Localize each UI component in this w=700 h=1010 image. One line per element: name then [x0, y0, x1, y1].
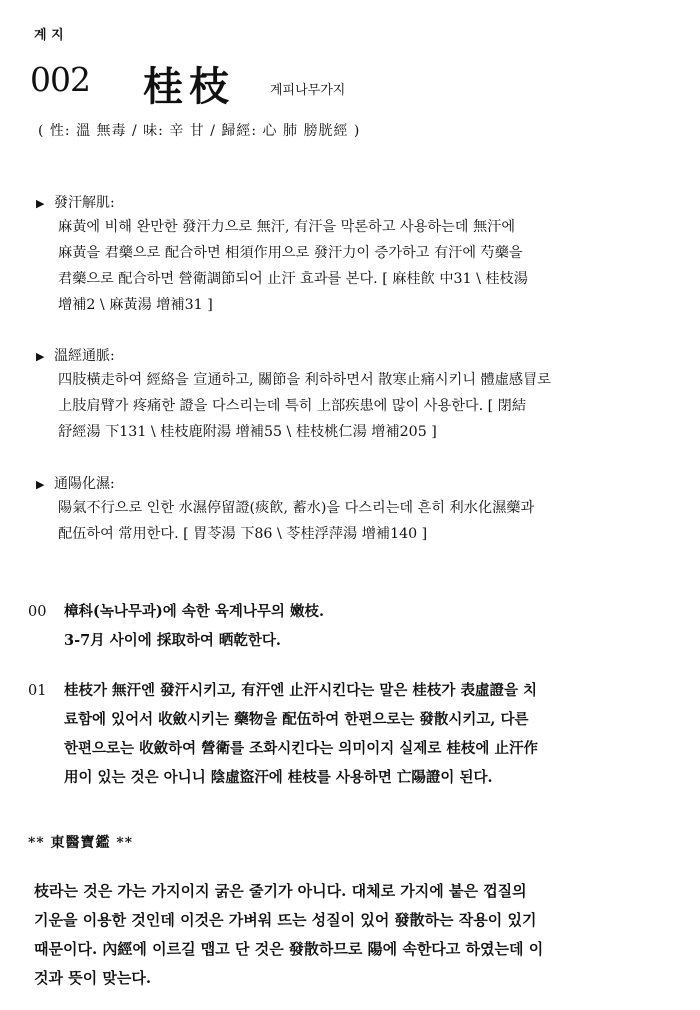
section-line: 陽氣不行으로 인한 水濕停留證(痰飮, 蓄水)을 다스리는데 흔히 利水化濕藥과: [58, 500, 535, 516]
section-heading-text: 溫經通脈:: [54, 348, 115, 364]
section-line: 四肢橫走하여 經絡을 宣通하고, 關節을 利하하면서 散寒止痛시키니 體虛感冒로: [58, 372, 552, 388]
section-line: 麻黃을 君藥으로 配合하면 相須作用으로 發汗力이 증가하고 有汗에 芍藥을: [58, 245, 523, 261]
note-text: 樟科(녹나무과)에 속한 육계나무의 嫩枝.: [64, 603, 324, 620]
note-line: [28, 597, 324, 626]
note-line: 한편으로는 收斂하여 營衛를 조화시킨다는 의미이지 실제로 桂枝에 止汗作: [64, 740, 538, 757]
herb-korean-reading: 계피나무가지: [270, 83, 346, 98]
section-heading: [36, 345, 670, 367]
reference-line: 것과 뜻이 맞는다.: [34, 969, 152, 987]
herb-properties: ( 性: 溫 無毒 / 味: 辛 甘 / 歸經: 心 肺 膀胱經 ): [38, 123, 361, 139]
reference-line: 때문이다. 內經에 이르길 맵고 단 것은 發散하므로 陽에 속한다고 하였는데 이: [34, 940, 544, 958]
note-number: 01: [28, 683, 47, 699]
section-heading-text: 通陽化濕:: [54, 476, 115, 492]
note-01: [28, 676, 538, 792]
section-line: 麻黃에 비해 완만한 發汗力으로 無汗, 有汗을 막론하고 사용하는데 無汗에: [58, 219, 516, 235]
reference-line: 기운을 이용한 것인데 이것은 가벼워 뜨는 성질이 있어 發散하는 작용이 있기: [34, 911, 537, 929]
triangle-bullet-icon: ▶: [36, 350, 45, 363]
section-tag: 계 지: [34, 28, 64, 43]
section-line: 增補2 \ 麻黃湯 增補31 ]: [58, 297, 213, 313]
note-number: 00: [28, 604, 47, 620]
section-line: 君藥으로 配合하면 營衛調節되어 止汗 효과를 본다. [ 麻桂飮 中31 \ 桂枝湯: [58, 271, 528, 287]
section-line: 配伍하여 常用한다. [ 胃苓湯 下86 \ 苓桂浮萍湯 增補140 ]: [58, 526, 428, 542]
section-heading: [36, 473, 670, 495]
reference-body: [34, 877, 674, 993]
section-line: 舒經湯 下131 \ 桂枝鹿附湯 增補55 \ 桂枝桃仁湯 增補205 ]: [58, 424, 437, 440]
reference-line: 枝라는 것은 가는 가지이지 굵은 줄기가 아니다. 대체로 가지에 붙은 껍질의: [34, 882, 527, 900]
reference-heading: ** 東醫寶鑑 **: [28, 835, 134, 851]
triangle-bullet-icon: ▶: [36, 478, 45, 491]
section-block: [36, 192, 670, 318]
section-heading: [36, 192, 670, 214]
herb-name: 桂枝: [143, 63, 235, 110]
note-text: 桂枝가 無汗엔 發汗시키고, 有汗엔 止汗시킨다는 말은 桂枝가 表虛證을 치: [64, 682, 538, 699]
note-line: 료함에 있어서 收斂시키는 藥物을 配伍하여 한편으로는 發散시키고, 다른: [64, 711, 529, 728]
section-line: 上肢肩臂가 疼痛한 證을 다스리는데 특히 上部疾患에 많이 사용한다. [ 閉結: [58, 398, 527, 414]
note-line: [28, 676, 538, 705]
note-line: 3-7月 사이에 採取하여 晒乾한다.: [64, 632, 281, 649]
section-block: [36, 473, 670, 547]
note-00: [28, 597, 324, 655]
section-heading-text: 發汗解肌:: [54, 195, 115, 211]
herb-code: 002: [30, 60, 90, 99]
triangle-bullet-icon: ▶: [36, 197, 45, 210]
note-line: 用이 있는 것은 아니니 陰虛盜汗에 桂枝를 사용하면 亡陽證이 된다.: [64, 769, 493, 786]
section-block: [36, 345, 670, 445]
